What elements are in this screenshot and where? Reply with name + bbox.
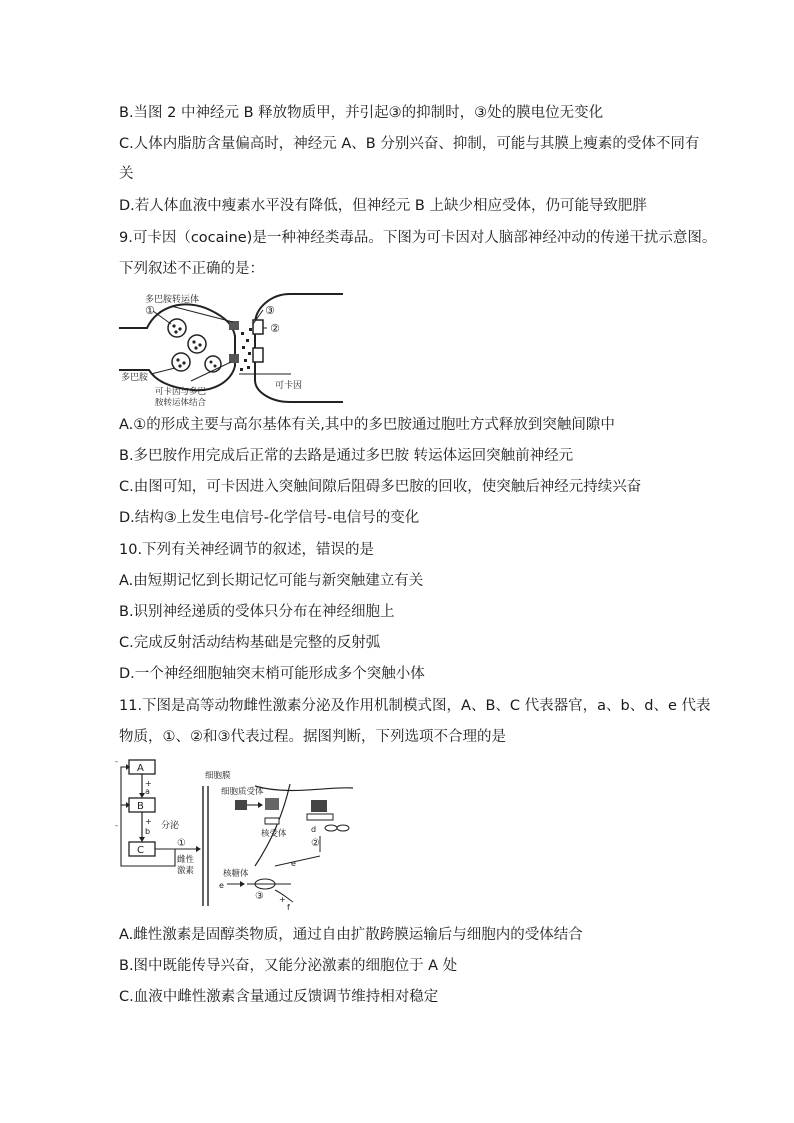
plus-sign-a: + [145, 779, 152, 788]
label-cocaine: 可卡因 [275, 381, 303, 391]
q10-option-c: C.完成反射活动结构基础是完整的反射弧 [119, 635, 381, 651]
q9-stem-cont: 下列叙述不正确的是： [119, 261, 264, 277]
symbol-a: a [145, 787, 150, 796]
symbol-e-2: e [219, 881, 224, 890]
q11-stem: 11.下图是高等动物雌性激素分泌及作用机制模式图，A、B、C 代表器官，a、b、d、e 代表 [119, 698, 711, 714]
box-b-label: B [137, 801, 144, 812]
q10-option-d: D.一个神经细胞轴突末梢可能形成多个突触小体 [119, 666, 425, 682]
label-dopamine: 多巴胺 [121, 373, 149, 383]
synapse-cocaine-figure [115, 284, 345, 408]
q8-option-b: B.当图 2 中神经元 B 释放物质甲，并引起③的抑制时，③处的膜电位无变化 [119, 105, 604, 121]
label-cocaine-bound-2: 胺转运体结合 [155, 398, 207, 408]
label-hormone-1: 雌性 [177, 855, 195, 865]
q9-option-b: B.多巴胺作用完成后正常的去路是通过多巴胺 转运体运回突触前神经元 [119, 448, 574, 464]
estrogen-mechanism-figure [115, 756, 355, 914]
q9-option-c: C.由图可知，可卡因进入突触间隙后阻碍多巴胺的回收，使突触后神经元持续兴奋 [119, 479, 642, 495]
process-3-label: ③ [255, 891, 264, 902]
q8-option-c: C.人体内脂肪含量偏高时，神经元 A、B 分别兴奋、抑制，可能与其膜上瘦素的受体不同有 [119, 136, 700, 152]
label-cytoplasmic-receptor: 细胞质受体 [221, 787, 264, 797]
q9-option-a: A.①的形成主要与高尔基体有关,其中的多巴胺通过胞吐方式释放到突触间隙中 [119, 417, 615, 433]
label-dopamine-transporter: 多巴胺转运体 [145, 295, 200, 305]
label-cell-membrane: 细胞膜 [205, 771, 231, 781]
symbol-f: f [287, 903, 290, 912]
process-2-label: ② [311, 838, 320, 849]
label-num-3: ③ [265, 304, 275, 317]
q8-option-d: D.若人体血液中瘦素水平没有降低，但神经元 B 上缺少相应受体，仍可能导致肥胖 [119, 198, 647, 214]
process-1-label: ① [177, 838, 186, 849]
q9-stem: 9.可卡因（cocaine)是一种神经类毒品。下图为可卡因对人脑部神经冲动的传递干扰示意图。 [119, 230, 717, 246]
label-num-2: ② [270, 322, 280, 335]
q10-option-b: B.识别神经递质的受体只分布在神经细胞上 [119, 604, 395, 620]
label-num-1: ① [145, 304, 155, 317]
q10-stem: 10.下列有关神经调节的叙述，错误的是 [119, 542, 375, 558]
q8-option-c-cont: 关 [119, 166, 134, 182]
label-hormone-2: 激素 [177, 866, 195, 876]
q11-option-a: A.雌性激素是固醇类物质，通过自由扩散跨膜运输后与细胞内的受体结合 [119, 927, 583, 943]
minus-sign-2: - [115, 821, 118, 830]
plus-sign-b: + [145, 817, 152, 826]
symbol-e-1: e [291, 859, 296, 868]
box-c-label: C [137, 845, 144, 856]
plus-sign-3: + [279, 895, 286, 904]
label-nuclear-receptor: 核受体 [261, 829, 287, 839]
q11-option-b: B.图中既能传导兴奋，又能分泌激素的细胞位于 A 处 [119, 958, 458, 974]
label-cocaine-bound-1: 可卡因与多巴 [155, 387, 207, 397]
q10-option-a: A.由短期记忆到长期记忆可能与新突触建立有关 [119, 573, 424, 589]
symbol-d: d [311, 825, 317, 834]
q11-stem-cont: 物质，①、②和③代表过程。据图判断，下列选项不合理的是 [119, 729, 506, 745]
label-secrete: 分泌 [161, 821, 180, 831]
box-a-label: A [137, 763, 144, 774]
q9-option-d: D.结构③上发生电信号-化学信号-电信号的变化 [119, 510, 420, 526]
minus-sign-1: - [115, 757, 118, 766]
label-ribosome: 核糖体 [223, 869, 249, 879]
symbol-b: b [145, 827, 151, 836]
q11-option-c: C.血液中雌性激素含量通过反馈调节维持相对稳定 [119, 989, 439, 1005]
